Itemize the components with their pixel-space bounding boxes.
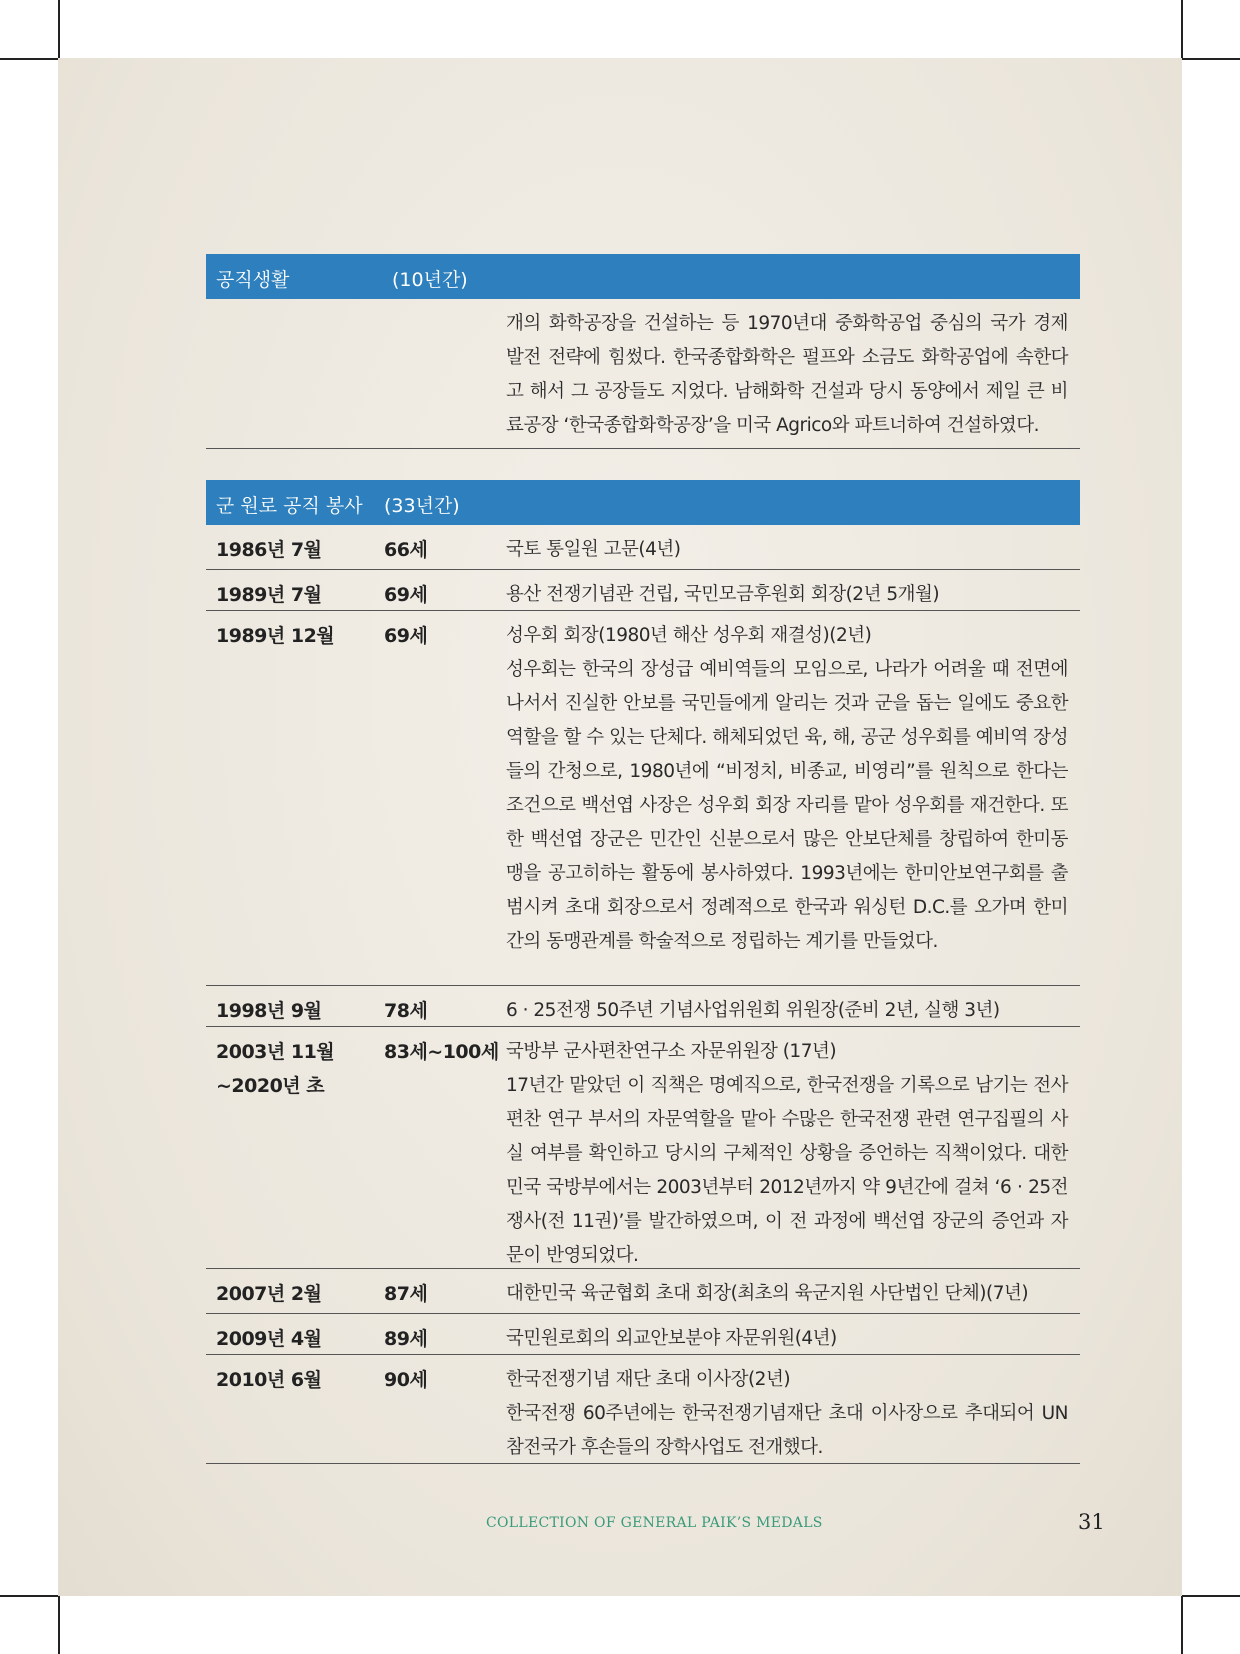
timeline-row: [206, 611, 1080, 986]
section-title: 공직생활: [216, 269, 290, 291]
row-date: 1989년 7월: [216, 584, 322, 606]
row-age: 69세: [384, 625, 428, 647]
timeline-row: [206, 986, 1080, 1027]
row-title: 대한민국 육군협회 초대 회장(최초의 육군지원 사단법인 단체)(7년): [506, 1283, 1029, 1304]
crop-mark: [1181, 1596, 1183, 1654]
row-age: 78세: [384, 1000, 428, 1022]
section-continued-row: [206, 299, 1080, 449]
row-date: 1986년 7월: [216, 539, 322, 561]
row-title: 국민원로회의 외교안보분야 자문위원(4년): [506, 1328, 837, 1349]
row-body: 17년간 맡았던 이 직책은 명예직으로, 한국전쟁을 기록으로 남기는 전사편찬 연구 부서의 자문역할을 맡아 수많은 한국전쟁 관련 연구집필의 사실 여부를 확인하고 당시의 구체적인 상황을 증언하는 직책이었다. 대한민국 국방부에서는 2003년부터 2012년까지 약 9년간에 걸쳐 ‘6 · 25전쟁사(전 11권)’를 발간하였으며, 이 전 과정에 백선엽 장군의 증언과 자문이 반영되었다.: [506, 1075, 1068, 1266]
timeline-row: [206, 1314, 1080, 1355]
row-description: [506, 619, 1068, 959]
row-age: 87세: [384, 1283, 428, 1305]
crop-mark: [0, 58, 58, 60]
section-header-public-service: [206, 254, 1080, 299]
section-period: (33년간): [384, 495, 460, 517]
footer-collection-title: COLLECTION OF GENERAL PAIK’S MEDALS: [486, 1515, 823, 1531]
row-body: 성우회는 한국의 장성급 예비역들의 모임으로, 나라가 어려울 때 전면에 나서서 진실한 안보를 국민들에게 알리는 것과 군을 돕는 일에도 중요한 역할을 할 수 있는 단체다. 해체되었던 육, 해, 공군 성우회를 예비역 장성들의 간청으로, 1980년에 “비정치, 비종교, 비영리”를 원칙으로 한다는 조건으로 백선엽 사장은 성우회 회장 자리를 맡아 성우회를 재건한다. 또한 백선엽 장군은 민간인 신분으로서 많은 안보단체를 창립하여 한미동맹을 공고히하는 활동에 봉사하였다. 1993년에는 한미안보연구회를 출범시켜 초대 회장으로서 정례적으로 한국과 워싱턴 D.C.를 오가며 한미 간의 동맹관계를 학술적으로 정립하는 계기를 만들었다.: [506, 659, 1068, 952]
row-description: [506, 1035, 1068, 1273]
timeline-row: [206, 525, 1080, 570]
crop-mark: [58, 1596, 60, 1654]
row-title: 성우회 회장(1980년 해산 성우회 재결성)(2년): [506, 625, 872, 646]
timeline-row: [206, 570, 1080, 611]
row-date-end: ~2020년 초: [216, 1075, 325, 1097]
crop-mark: [1182, 1595, 1240, 1597]
row-date: 1998년 9월: [216, 1000, 322, 1022]
row-date: 1989년 12월: [216, 625, 335, 647]
timeline-row: [206, 1269, 1080, 1314]
row-body: 한국전쟁 60주년에는 한국전쟁기념재단 초대 이사장으로 추대되어 UN참전국가 후손들의 장학사업도 전개했다.: [506, 1403, 1068, 1458]
row-title: 국방부 군사편찬연구소 자문위원장 (17년): [506, 1041, 837, 1062]
row-age: 89세: [384, 1328, 428, 1350]
section-header-elder-service: [206, 480, 1080, 525]
row-date: 2010년 6월: [216, 1369, 322, 1391]
crop-mark: [1181, 0, 1183, 58]
continued-text: 개의 화학공장을 건설하는 등 1970년대 중화학공업 중심의 국가 경제 발전 전략에 힘썼다. 한국종합화학은 펄프와 소금도 화학공업에 속한다고 해서 그 공장들도 지었다. 남해화학 건설과 당시 동양에서 제일 큰 비료공장 ‘한국종합화학공장’을 미국 Agrico와 파트너하여 건설하였다.: [506, 313, 1068, 436]
row-age: 66세: [384, 539, 428, 561]
crop-mark: [0, 1595, 58, 1597]
row-age: 69세: [384, 584, 428, 606]
row-age: 90세: [384, 1369, 428, 1391]
crop-mark: [1182, 58, 1240, 60]
timeline-row: [206, 1355, 1080, 1464]
row-date-start: 2003년 11월: [216, 1041, 335, 1063]
row-date: 2009년 4월: [216, 1328, 322, 1350]
row-title: 6 · 25전쟁 50주년 기념사업위원회 위원장(준비 2년, 실행 3년): [506, 1000, 1000, 1021]
row-description: [506, 1363, 1068, 1465]
row-description: [506, 1277, 1068, 1311]
row-description: [506, 1322, 1068, 1356]
crop-mark: [58, 0, 60, 58]
timeline-row: [206, 1027, 1080, 1269]
row-description: [506, 994, 1068, 1028]
row-title: 국토 통일원 고문(4년): [506, 539, 681, 560]
row-title: 한국전쟁기념 재단 초대 이사장(2년): [506, 1369, 791, 1390]
continued-description: [506, 307, 1068, 443]
section-title: 군 원로 공직 봉사: [216, 495, 363, 517]
section-period: (10년간): [392, 269, 468, 291]
row-title: 용산 전쟁기념관 건립, 국민모금후원회 회장(2년 5개월): [506, 584, 940, 605]
page-number: 31: [1078, 1510, 1105, 1534]
row-date: [216, 1035, 334, 1103]
row-description: [506, 578, 1068, 612]
row-description: [506, 533, 1068, 567]
row-date: 2007년 2월: [216, 1283, 322, 1305]
row-age: 83세~100세: [384, 1041, 499, 1063]
